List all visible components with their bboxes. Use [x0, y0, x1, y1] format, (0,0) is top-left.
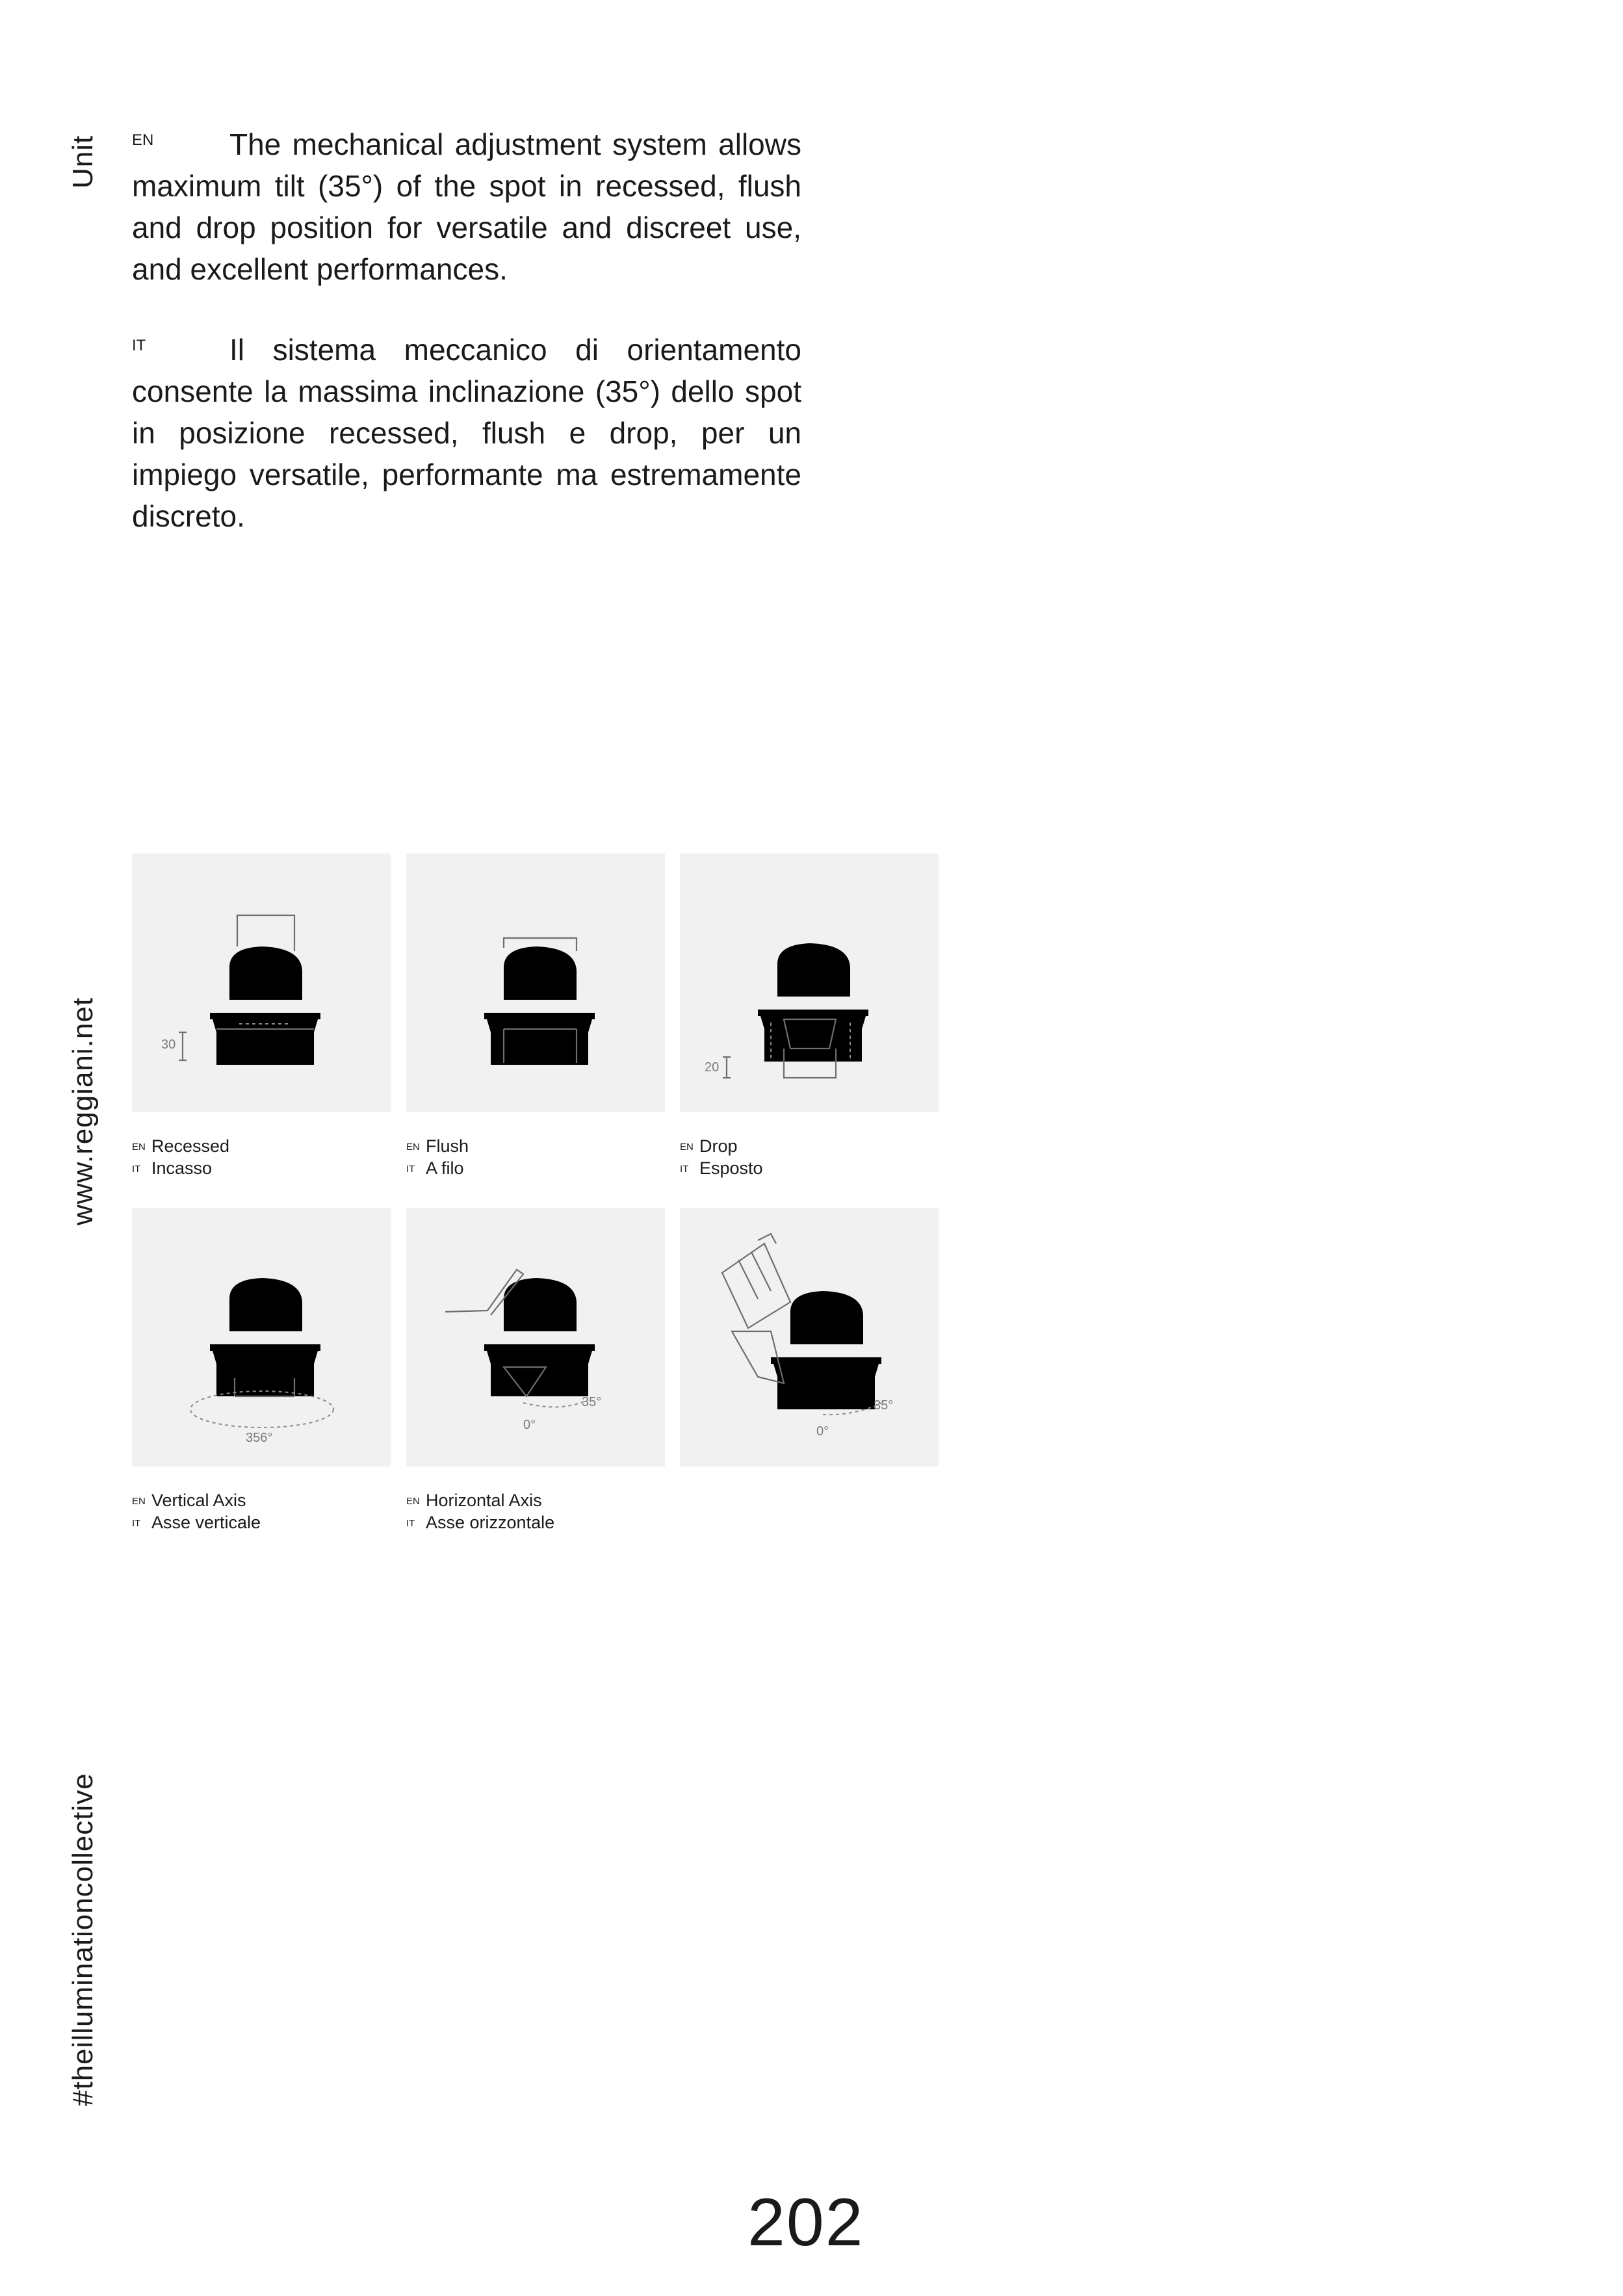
figure-recessed	[132, 854, 391, 1112]
caption-en: Horizontal Axis	[426, 1491, 542, 1510]
angle-end-label: 35°	[874, 1398, 894, 1413]
lang-tag: IT	[680, 1164, 689, 1175]
caption-drop	[680, 1135, 763, 1179]
intro-en-text: The mechanical adjustment system allows maximum tilt (35°) of the spot in recessed, flush and drop position for versatile and discreet use, and excellent performances.	[132, 127, 801, 286]
caption-en: Drop	[699, 1136, 738, 1156]
lang-tag: IT	[132, 1518, 141, 1529]
section-label: Unit	[67, 135, 99, 189]
dimension-label: 20	[705, 1060, 720, 1075]
caption-it: Asse orizzontale	[426, 1513, 555, 1532]
caption-it: A filo	[426, 1158, 464, 1178]
lang-tag: IT	[406, 1518, 415, 1529]
figure-tilt	[680, 1208, 939, 1467]
figure-flush	[406, 854, 665, 1112]
caption-vertical-axis	[132, 1489, 261, 1533]
caption-flush	[406, 1135, 469, 1179]
figure-vertical-axis	[132, 1208, 391, 1467]
caption-it: Incasso	[151, 1158, 213, 1178]
caption-it: Asse verticale	[151, 1513, 261, 1532]
lang-tag: EN	[406, 1141, 420, 1153]
website-link[interactable]: www.reggiani.net	[67, 997, 99, 1225]
lang-tag: EN	[680, 1141, 694, 1153]
angle-label: 356°	[246, 1431, 273, 1445]
lang-tag-it: IT	[132, 337, 146, 354]
intro-it-paragraph	[132, 329, 801, 537]
dimension-label: 30	[161, 1037, 176, 1052]
hashtag-label: #theilluminationcollective	[67, 1773, 99, 2106]
caption-horizontal-axis	[406, 1489, 554, 1533]
figure-drop	[680, 854, 939, 1112]
caption-en: Flush	[426, 1136, 469, 1156]
angle-start-label: 0°	[816, 1424, 829, 1439]
lang-tag: IT	[406, 1164, 415, 1175]
caption-it: Esposto	[699, 1158, 763, 1178]
intro-en-paragraph	[132, 124, 801, 290]
caption-en: Recessed	[151, 1136, 230, 1156]
caption-recessed	[132, 1135, 229, 1179]
angle-start-label: 0°	[523, 1418, 536, 1432]
lang-tag: EN	[132, 1141, 146, 1153]
angle-end-label: 35°	[582, 1395, 602, 1409]
caption-en: Vertical Axis	[151, 1491, 246, 1510]
intro-it-text: Il sistema meccanico di orientamento consente la massima inclinazione (35°) dello spot in posizione recessed, flush e drop, per un impiego versatile, performante ma estremamente discreto.	[132, 333, 801, 533]
lang-tag: EN	[132, 1496, 146, 1507]
lang-tag-en: EN	[132, 131, 154, 149]
lang-tag: IT	[132, 1164, 141, 1175]
figure-horizontal-axis	[406, 1208, 665, 1467]
lang-tag: EN	[406, 1496, 420, 1507]
page-number: 202	[747, 2185, 864, 2260]
